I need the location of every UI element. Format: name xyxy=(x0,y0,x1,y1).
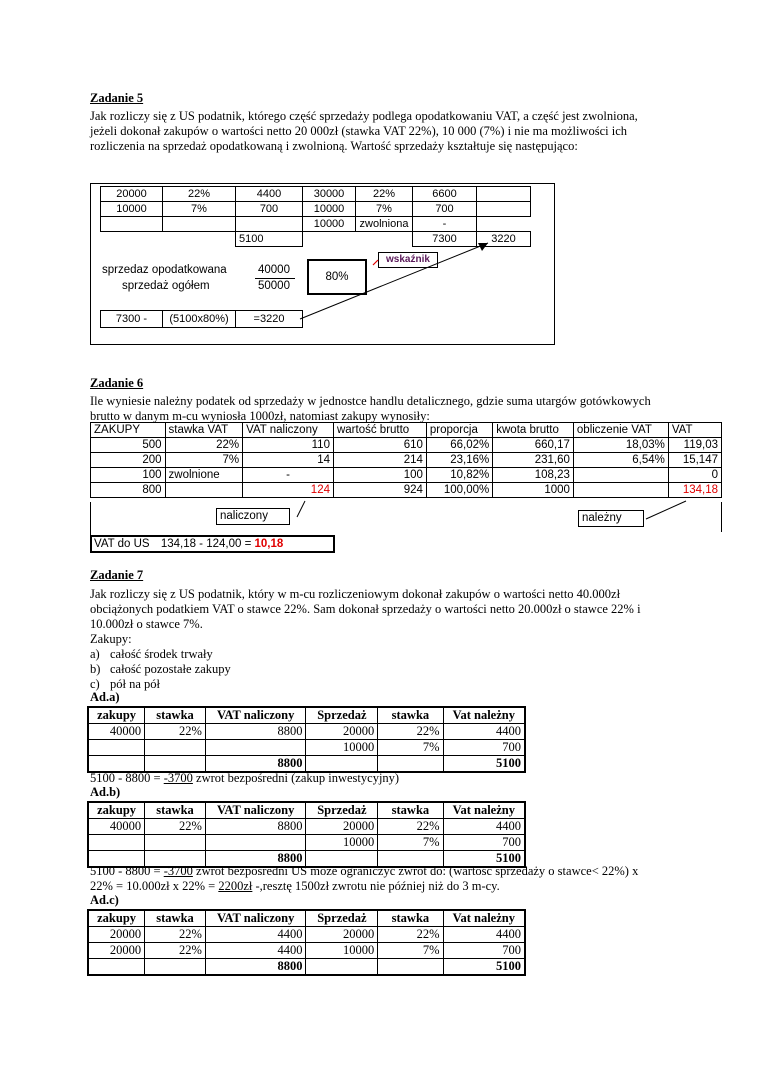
cell xyxy=(145,959,206,976)
z6-line-1: Ile wyniesie należny podatek od sprzedaży w jednostce handlu detalicznego, gdzie suma utargów gotówkowych xyxy=(90,394,651,408)
cell: 22% xyxy=(165,438,243,453)
cell: 700 xyxy=(443,943,525,959)
z6-vat-result: 10,18 xyxy=(254,538,284,550)
cell xyxy=(378,959,443,976)
header-cell: VAT xyxy=(668,423,721,438)
cell: 4400 xyxy=(443,819,525,835)
cell: 20000 xyxy=(88,943,145,959)
header-cell: Vat należny xyxy=(443,910,525,927)
list-item xyxy=(90,647,641,662)
z5-title: Zadanie 5 xyxy=(90,91,144,105)
note-line xyxy=(90,879,638,894)
cell: 10000 xyxy=(101,202,163,217)
cell: 10000 xyxy=(306,835,378,851)
cell: 5100 xyxy=(443,959,525,976)
note-text: 5100 - 8800 = xyxy=(90,771,164,785)
cell: 200 xyxy=(91,453,166,468)
table-row xyxy=(88,910,525,927)
cell: 8800 xyxy=(205,851,306,868)
header-cell: Sprzedaż xyxy=(306,707,378,724)
header-cell: stawka xyxy=(145,707,206,724)
z5-ratio: 80% xyxy=(325,271,349,283)
header-cell: Vat należny xyxy=(443,707,525,724)
cell: 22% xyxy=(163,187,236,202)
list-text: całość pozostałe zakupy xyxy=(110,662,231,676)
cell: 7% xyxy=(378,943,443,959)
table-row xyxy=(88,756,525,773)
cell: zwolniona xyxy=(356,217,413,232)
cell: 10000 xyxy=(306,740,378,756)
header-cell: zakupy xyxy=(88,707,145,724)
cell: - xyxy=(413,217,477,232)
cell xyxy=(88,740,145,756)
z5-ogol-value: 50000 xyxy=(258,280,290,292)
cell: 660,17 xyxy=(493,438,574,453)
header-cell: VAT naliczony xyxy=(205,802,306,819)
cell: =3220 xyxy=(236,311,303,328)
list-text: pół na pół xyxy=(110,677,160,691)
z5-opod-label: sprzedaz opodatkowana xyxy=(102,264,227,276)
cell: 6600 xyxy=(413,187,477,202)
cell: 7% xyxy=(165,453,243,468)
cell: 8800 xyxy=(205,724,306,740)
table-row xyxy=(88,819,525,835)
cell: 700 xyxy=(443,740,525,756)
cell: (5100x80%) xyxy=(163,311,236,328)
list-marker: a) xyxy=(90,647,100,661)
cell: 5100 xyxy=(443,756,525,773)
cell: 7% xyxy=(163,202,236,217)
header-cell: ZAKUPY xyxy=(91,423,166,438)
cell: 124 xyxy=(243,483,334,498)
header-cell: VAT naliczony xyxy=(243,423,334,438)
cell: 23,16% xyxy=(426,453,492,468)
header-cell: VAT naliczony xyxy=(205,707,306,724)
cell: 22% xyxy=(378,927,443,943)
cell: 40000 xyxy=(88,819,145,835)
table-row xyxy=(88,943,525,959)
cell: 4400 xyxy=(236,187,303,202)
cell: 22% xyxy=(145,943,206,959)
cell: 20000 xyxy=(306,724,378,740)
cell: 214 xyxy=(333,453,426,468)
cell: 800 xyxy=(91,483,166,498)
z7-adb-note xyxy=(90,864,638,894)
cell: 8800 xyxy=(205,819,306,835)
header-cell: stawka xyxy=(378,910,443,927)
cell: 3220 xyxy=(477,232,531,247)
cell: 4400 xyxy=(443,724,525,740)
table-row xyxy=(88,959,525,976)
cell: 7% xyxy=(378,740,443,756)
z7-adc-label: Ad.c) xyxy=(90,893,119,907)
cell: 4400 xyxy=(443,927,525,943)
cell xyxy=(145,835,206,851)
header-cell: Vat należny xyxy=(443,802,525,819)
cell: 7300 xyxy=(413,232,477,247)
z5-line-1: Jak rozliczy się z US podatnik, którego część sprzedaży podlega opodatkowaniu VAT, a część jest zwolniona, xyxy=(90,109,638,123)
cell xyxy=(145,756,206,773)
cell xyxy=(378,756,443,773)
cell: 100,00% xyxy=(426,483,492,498)
cell: 10000 xyxy=(303,217,356,232)
cell: 8800 xyxy=(205,959,306,976)
cell: 22% xyxy=(145,927,206,943)
header-cell: obliczenie VAT xyxy=(573,423,668,438)
cell: 30000 xyxy=(303,187,356,202)
z7-ada-label: Ad.a) xyxy=(90,690,120,704)
cell: 40000 xyxy=(88,724,145,740)
list-text: całość środek trwały xyxy=(110,647,213,661)
z7-ada-table xyxy=(87,706,526,773)
header-cell: stawka VAT xyxy=(165,423,243,438)
table-row xyxy=(88,740,525,756)
cell: 0 xyxy=(668,468,721,483)
z5-opod-value: 40000 xyxy=(258,264,290,276)
cell xyxy=(205,740,306,756)
cell: 10000 xyxy=(306,943,378,959)
list-marker: c) xyxy=(90,677,100,691)
header-cell: zakupy xyxy=(88,910,145,927)
header-cell: VAT naliczony xyxy=(205,910,306,927)
cell: 5100 xyxy=(443,851,525,868)
note-text: 22% = 10.000zł x 22% = xyxy=(90,879,219,893)
cell: 4400 xyxy=(205,943,306,959)
cell: 610 xyxy=(333,438,426,453)
header-cell: Sprzedaż xyxy=(306,802,378,819)
note-underlined: -3700 xyxy=(163,864,193,878)
list-item xyxy=(90,677,641,692)
note-text: zwrot bezpośredni US może ograniczyć zwrot do: (wartość sprzedaży o stawce< 22%) x xyxy=(192,864,639,878)
note-text: 5100 - 8800 = xyxy=(90,864,164,878)
cell: 1000 xyxy=(493,483,574,498)
z6-vat-box xyxy=(90,535,335,553)
header-cell: stawka xyxy=(145,802,206,819)
z6-line-naliczony xyxy=(297,501,305,517)
header-cell: stawka xyxy=(145,910,206,927)
cell: 5100 xyxy=(236,232,303,247)
z5-line-2: jeżeli dokonał zakupów o wartości netto 20 000zł (stawka VAT 22%), 10 000 (7%) i nie ma możliwości ich xyxy=(90,124,628,138)
cell: 22% xyxy=(378,724,443,740)
cell xyxy=(145,740,206,756)
header-cell: zakupy xyxy=(88,802,145,819)
z7-adb-table xyxy=(87,801,526,868)
table-row xyxy=(88,707,525,724)
z7-line-1: Jak rozliczy się z US podatnik, który w m-cu rozliczeniowym dokonał zakupów o wartości netto 40.000zł xyxy=(90,587,621,601)
z7-line-2: obciążonych podatkiem VAT o stawce 22%. Sam dokonał sprzedaży o wartości netto 20.000zł o stawce 22% i xyxy=(90,602,641,616)
cell: 8800 xyxy=(205,756,306,773)
header-cell: wartość brutto xyxy=(333,423,426,438)
table-row xyxy=(88,802,525,819)
cell: zwolnione xyxy=(165,468,243,483)
cell: 10,82% xyxy=(426,468,492,483)
cell xyxy=(88,835,145,851)
cell: 6,54% xyxy=(573,453,668,468)
cell: 134,18 xyxy=(668,483,721,498)
z7-zakupy: Zakupy: xyxy=(90,632,132,646)
cell: 100 xyxy=(333,468,426,483)
z5-wskaznik-text: wskaźnik xyxy=(386,254,430,265)
table-row xyxy=(88,835,525,851)
cell: 924 xyxy=(333,483,426,498)
header-cell: stawka xyxy=(378,802,443,819)
cell xyxy=(306,756,378,773)
header-cell: proporcja xyxy=(426,423,492,438)
cell: 7% xyxy=(356,202,413,217)
cell xyxy=(205,835,306,851)
cell: 110 xyxy=(243,438,334,453)
cell xyxy=(88,756,145,773)
cell xyxy=(306,959,378,976)
cell: 22% xyxy=(145,819,206,835)
cell: 22% xyxy=(356,187,413,202)
cell: 100 xyxy=(91,468,166,483)
cell: 14 xyxy=(243,453,334,468)
note-line xyxy=(90,864,638,879)
z5-ogol-label: sprzedaż ogółem xyxy=(122,280,210,292)
cell: - xyxy=(243,468,334,483)
table-row xyxy=(88,927,525,943)
list-item xyxy=(90,662,641,677)
note-text: zwrot bezpośredni (zakup inwestycyjny) xyxy=(192,771,400,785)
cell: 119,03 xyxy=(668,438,721,453)
cell: 500 xyxy=(91,438,166,453)
cell: 15,147 xyxy=(668,453,721,468)
z6-nalezny-text: należny xyxy=(582,512,622,524)
cell: 20000 xyxy=(88,927,145,943)
z7-ada-note xyxy=(90,771,399,786)
cell: 18,03% xyxy=(573,438,668,453)
list-marker: b) xyxy=(90,662,101,676)
cell: 4400 xyxy=(205,927,306,943)
z5-line-3: rozliczenia na sprzedaż opodatkowaną i zwolnioną. Wartość sprzedaży kształtuje się następująco: xyxy=(90,139,578,153)
cell: 20000 xyxy=(306,819,378,835)
header-cell: kwota brutto xyxy=(493,423,574,438)
cell: 700 xyxy=(413,202,477,217)
cell: 10000 xyxy=(303,202,356,217)
cell: 20000 xyxy=(306,927,378,943)
note-text: -,resztę 1500zł zwrotu nie później niż do 3 m-cy. xyxy=(252,879,500,893)
cell: 231,60 xyxy=(493,453,574,468)
cell: 7300 - xyxy=(101,311,163,328)
header-cell: Sprzedaż xyxy=(306,910,378,927)
z6-line-nalezny xyxy=(646,501,686,519)
z6-vat-calc: 134,18 - 124,00 = xyxy=(160,538,252,550)
z7-title: Zadanie 7 xyxy=(90,568,144,582)
z6-line-2: brutto w danym m-cu wyniosła 1000zł, natomiast zakupy wynosiły: xyxy=(90,409,430,423)
z6-title: Zadanie 6 xyxy=(90,376,144,390)
z7-adc-table xyxy=(87,909,526,976)
z7-paragraph xyxy=(90,587,641,692)
header-cell: stawka xyxy=(378,707,443,724)
z7-adb-label: Ad.b) xyxy=(90,785,121,799)
cell: 66,02% xyxy=(426,438,492,453)
cell xyxy=(88,959,145,976)
note-underlined: -3700 xyxy=(163,771,193,785)
table-row xyxy=(88,724,525,740)
cell: 20000 xyxy=(101,187,163,202)
cell: 22% xyxy=(378,819,443,835)
note-underlined: 2200zł xyxy=(218,879,253,893)
z6-vat-label: VAT do US xyxy=(94,538,150,550)
cell: 700 xyxy=(236,202,303,217)
z7-line-3: 10.000zł o stawce 7%. xyxy=(90,617,203,631)
cell: 7% xyxy=(378,835,443,851)
cell: 108,23 xyxy=(493,468,574,483)
cell: 22% xyxy=(145,724,206,740)
cell: 700 xyxy=(443,835,525,851)
z6-naliczony-text: naliczony xyxy=(220,510,268,522)
